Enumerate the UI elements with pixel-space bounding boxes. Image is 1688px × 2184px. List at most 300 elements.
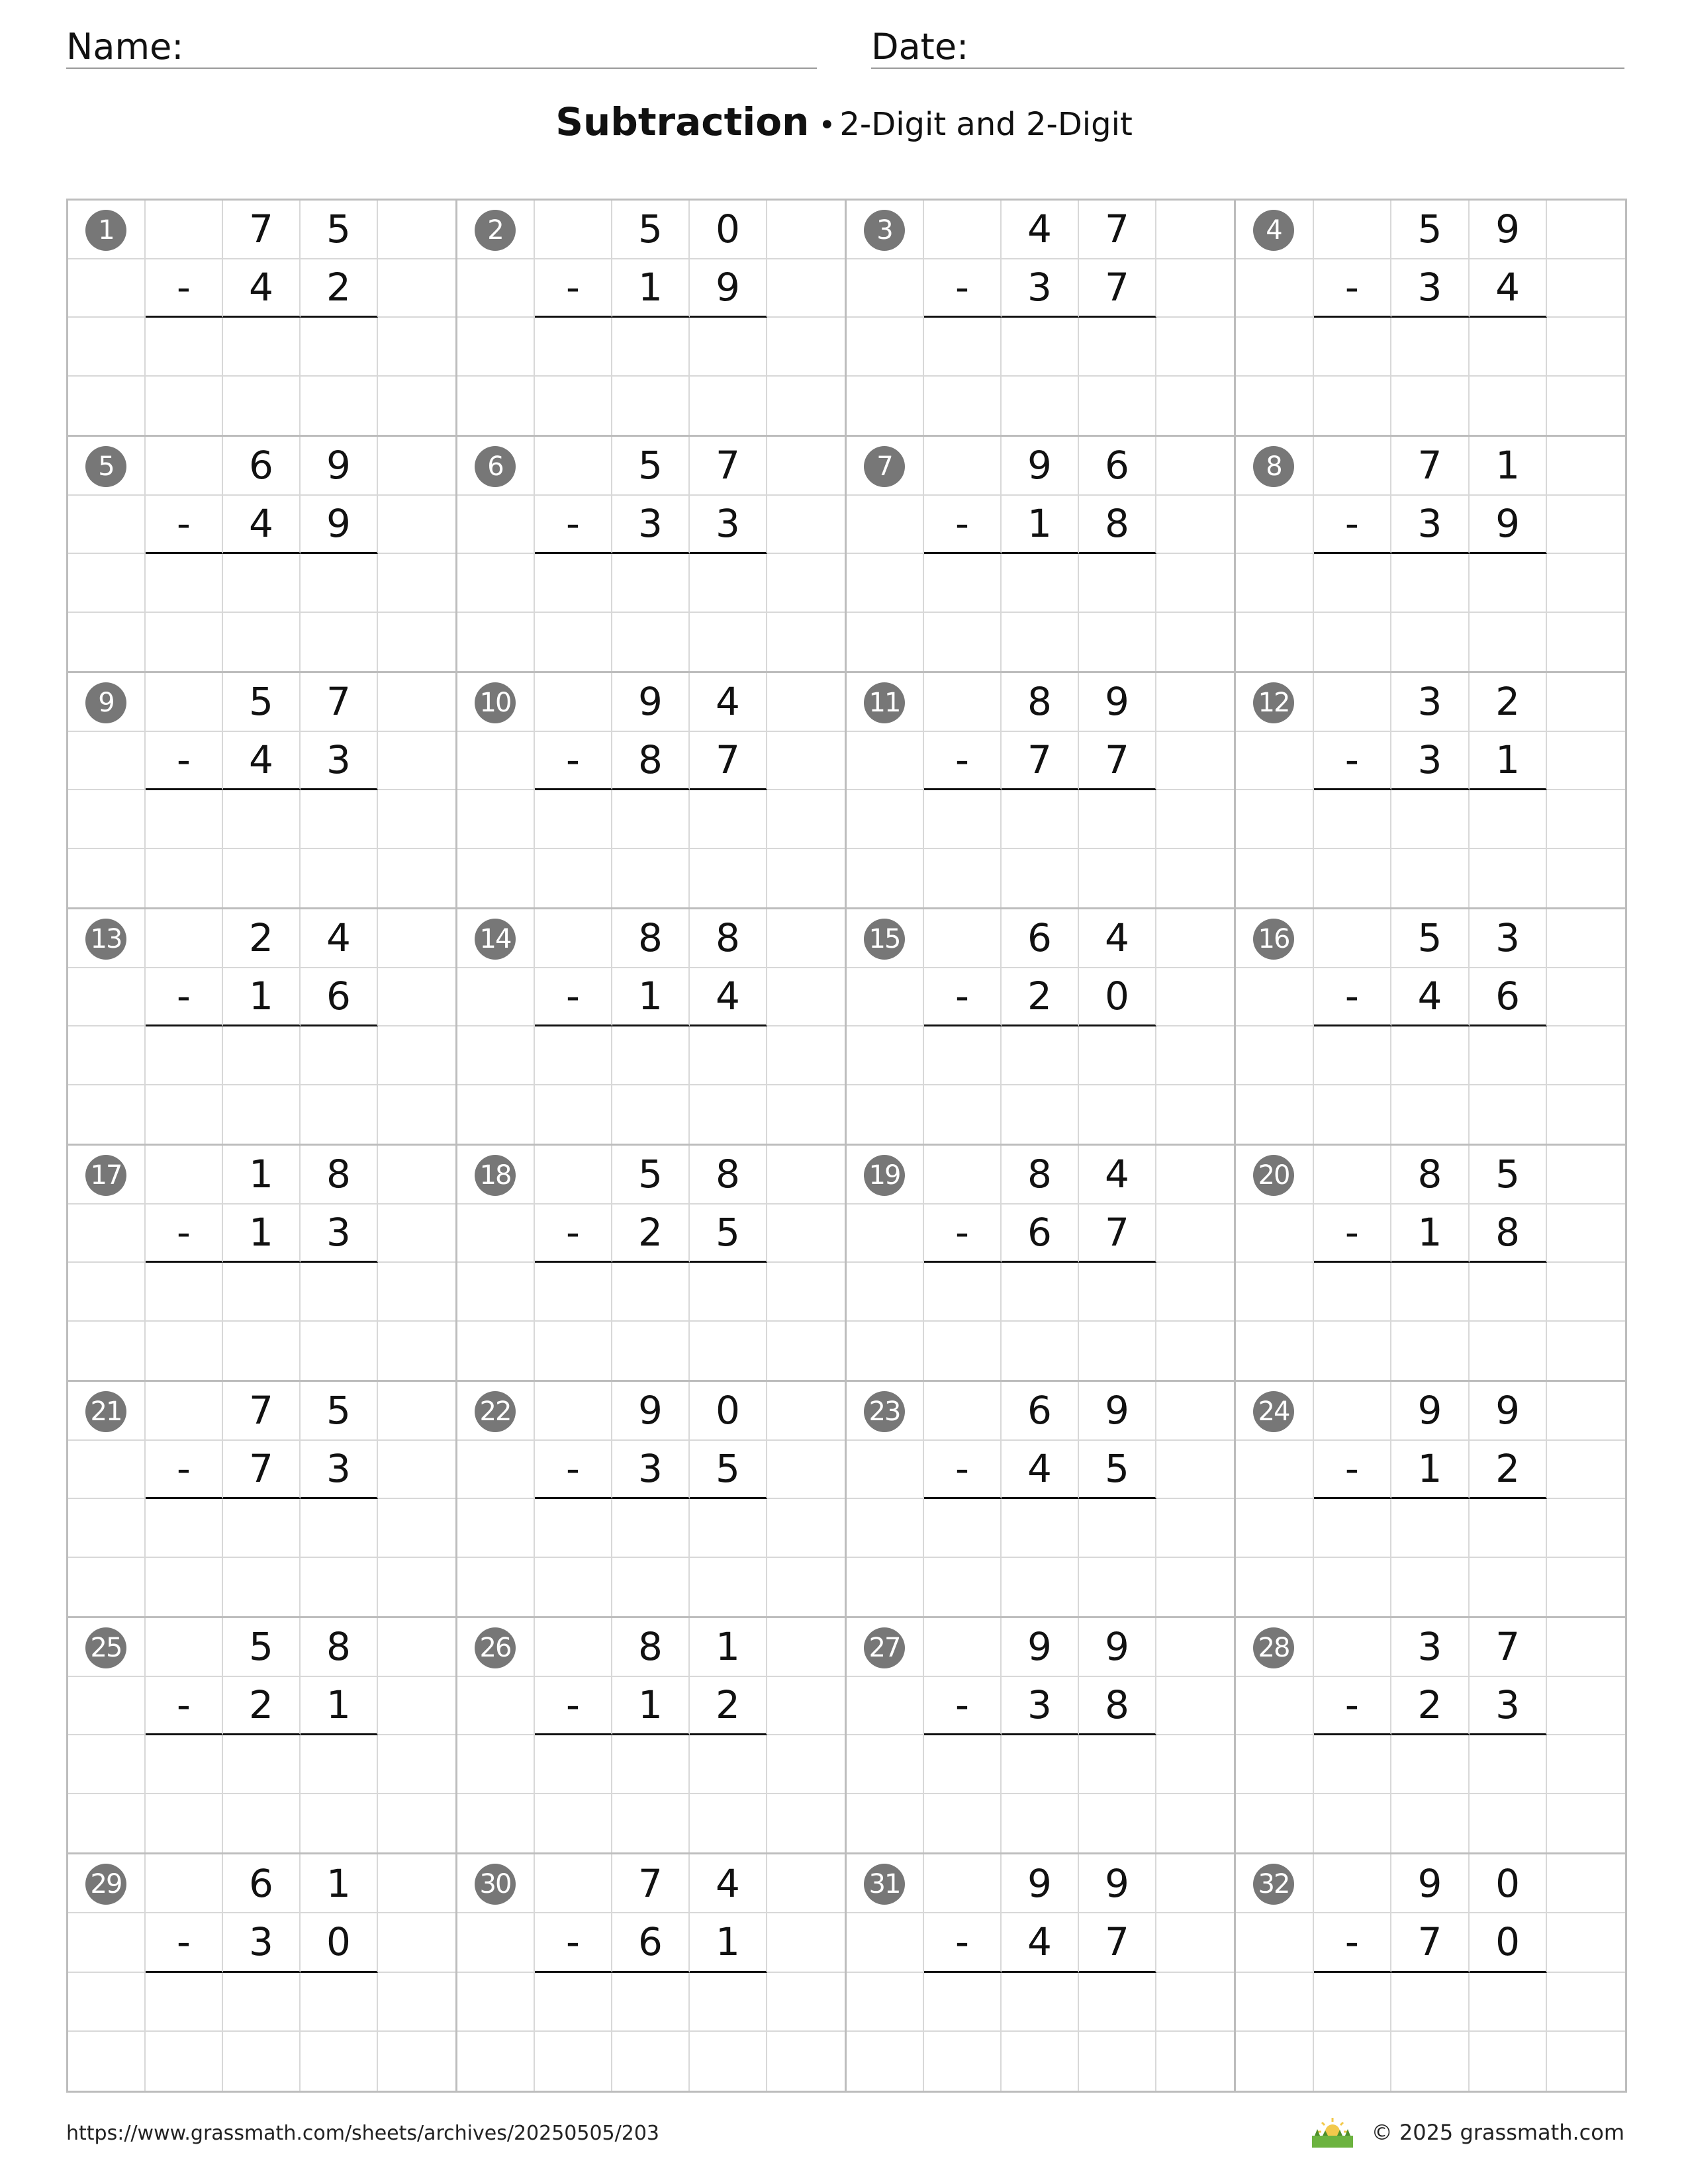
answer-cell[interactable] xyxy=(924,1026,1002,1085)
minuend-tens-digit-text: 9 xyxy=(638,679,663,725)
answer-cell[interactable] xyxy=(535,1499,612,1558)
answer-cell[interactable] xyxy=(1079,790,1156,849)
grid-cell xyxy=(1547,318,1625,377)
answer-cell[interactable] xyxy=(1391,1026,1470,1085)
answer-cell[interactable] xyxy=(1002,613,1079,672)
problem-7 xyxy=(847,437,1236,673)
grid-cell xyxy=(1236,554,1314,613)
minuend-tens-digit-text: 3 xyxy=(1417,679,1442,725)
answer-cell[interactable] xyxy=(535,318,612,377)
minus-operator xyxy=(1314,1677,1392,1736)
grid-cell xyxy=(1547,1854,1625,1913)
name-field[interactable] xyxy=(66,20,817,69)
problem-cells xyxy=(68,437,455,671)
answer-cell[interactable] xyxy=(223,318,301,377)
subtrahend-ones-digit xyxy=(690,1677,767,1736)
answer-cell[interactable] xyxy=(612,1558,690,1617)
answer-cell[interactable] xyxy=(1314,1499,1392,1558)
answer-cell[interactable] xyxy=(1391,1499,1470,1558)
minuend-tens-digit-text: 7 xyxy=(638,1860,663,1906)
answer-cell[interactable] xyxy=(924,849,1002,908)
answer-cell[interactable] xyxy=(301,1558,378,1617)
grid-cell xyxy=(847,377,924,435)
problem-30 xyxy=(457,1854,847,2091)
answer-cell[interactable] xyxy=(612,613,690,672)
problem-cells xyxy=(847,1618,1234,1852)
answer-cell[interactable] xyxy=(924,1085,1002,1144)
subtrahend-tens-digit-text: 3 xyxy=(638,501,663,547)
subtrahend-ones-digit-text: 5 xyxy=(716,1446,740,1492)
answer-cell[interactable] xyxy=(924,377,1002,435)
minus-operator xyxy=(924,1913,1002,1972)
minus-operator xyxy=(146,259,223,318)
minuend-ones-digit xyxy=(1470,201,1548,259)
grid-cell xyxy=(457,1913,535,1972)
grid-cell xyxy=(378,1205,455,1263)
grid-cell xyxy=(924,1146,1002,1205)
answer-cell[interactable] xyxy=(146,2032,223,2091)
grid-cell xyxy=(847,2032,924,2091)
answer-cell[interactable] xyxy=(924,318,1002,377)
answer-cell[interactable] xyxy=(1002,1973,1079,2032)
answer-cell[interactable] xyxy=(1314,2032,1392,2091)
answer-cell[interactable] xyxy=(1314,318,1392,377)
answer-cell[interactable] xyxy=(301,790,378,849)
answer-cell[interactable] xyxy=(223,1499,301,1558)
answer-cell[interactable] xyxy=(535,1973,612,2032)
answer-cell[interactable] xyxy=(924,1322,1002,1381)
answer-cell[interactable] xyxy=(1391,554,1470,613)
answer-cell[interactable] xyxy=(301,1263,378,1322)
answer-cell[interactable] xyxy=(301,849,378,908)
answer-cell[interactable] xyxy=(223,1263,301,1322)
answer-cell[interactable] xyxy=(1470,1263,1548,1322)
answer-cell[interactable] xyxy=(1002,2032,1079,2091)
grid-cell xyxy=(146,1618,223,1677)
grid-cell xyxy=(767,1618,845,1677)
problem-1 xyxy=(68,201,457,437)
answer-cell[interactable] xyxy=(1470,1085,1548,1144)
answer-cell[interactable] xyxy=(146,1735,223,1794)
answer-cell[interactable] xyxy=(1314,1794,1392,1853)
problem-cells xyxy=(68,201,455,435)
subtrahend-ones-digit-text: 9 xyxy=(1495,501,1521,547)
answer-cell[interactable] xyxy=(1002,318,1079,377)
answer-cell[interactable] xyxy=(301,554,378,613)
answer-cell[interactable] xyxy=(146,790,223,849)
answer-cell[interactable] xyxy=(223,849,301,908)
grid-cell xyxy=(457,790,535,849)
footer-url[interactable]: https://www.grassmath.com/sheets/archives/20250505/203 xyxy=(66,2122,660,2145)
grid-cell xyxy=(767,1441,845,1500)
answer-cell[interactable] xyxy=(924,1558,1002,1617)
minus-operator xyxy=(535,732,612,791)
answer-cell[interactable] xyxy=(535,1085,612,1144)
grid-cell xyxy=(767,909,845,968)
minus-operator-text: - xyxy=(566,974,580,1019)
answer-cell[interactable] xyxy=(535,1026,612,1085)
answer-cell[interactable] xyxy=(223,1558,301,1617)
answer-cell[interactable] xyxy=(1002,849,1079,908)
answer-cell[interactable] xyxy=(146,377,223,435)
subtrahend-ones-digit xyxy=(690,496,767,555)
answer-cell[interactable] xyxy=(1002,1499,1079,1558)
answer-cell[interactable] xyxy=(301,1322,378,1381)
answer-cell[interactable] xyxy=(1391,1263,1470,1322)
answer-cell[interactable] xyxy=(1314,790,1392,849)
answer-cell[interactable] xyxy=(612,1085,690,1144)
answer-cell[interactable] xyxy=(924,1499,1002,1558)
grid-cell xyxy=(1236,1558,1314,1617)
subtrahend-ones-digit-text: 3 xyxy=(326,1446,351,1492)
grid-cell xyxy=(68,1026,146,1085)
minuend-ones-digit-text: 4 xyxy=(326,915,351,961)
answer-cell[interactable] xyxy=(1079,1499,1156,1558)
minuend-ones-digit-text: 1 xyxy=(716,1624,740,1670)
answer-cell[interactable] xyxy=(223,790,301,849)
subtrahend-ones-digit xyxy=(301,496,378,555)
answer-cell[interactable] xyxy=(1314,1085,1392,1144)
answer-cell[interactable] xyxy=(1079,377,1156,435)
grid-cell xyxy=(378,2032,455,2091)
answer-cell[interactable] xyxy=(146,1499,223,1558)
answer-cell[interactable] xyxy=(223,613,301,672)
answer-cell[interactable] xyxy=(924,1263,1002,1322)
answer-cell[interactable] xyxy=(1314,849,1392,908)
answer-cell[interactable] xyxy=(223,1322,301,1381)
date-field[interactable] xyxy=(871,20,1624,69)
minus-operator xyxy=(924,968,1002,1027)
problem-number-badge: 10 xyxy=(475,682,516,723)
grid-cell xyxy=(767,732,845,791)
grid-cell xyxy=(1314,1618,1392,1677)
answer-cell[interactable] xyxy=(1314,1026,1392,1085)
answer-cell[interactable] xyxy=(1314,1735,1392,1794)
answer-cell[interactable] xyxy=(146,613,223,672)
subtrahend-tens-digit xyxy=(1391,1205,1470,1263)
answer-cell[interactable] xyxy=(535,1558,612,1617)
grid-cell xyxy=(378,377,455,435)
answer-cell[interactable] xyxy=(612,1263,690,1322)
answer-cell[interactable] xyxy=(535,1735,612,1794)
answer-cell[interactable] xyxy=(1391,1322,1470,1381)
problem-cells xyxy=(457,201,845,435)
problem-number-badge: 23 xyxy=(864,1391,905,1432)
answer-cell[interactable] xyxy=(1470,613,1548,672)
answer-cell[interactable] xyxy=(301,1085,378,1144)
answer-cell[interactable] xyxy=(690,1026,767,1085)
answer-cell[interactable] xyxy=(1002,1263,1079,1322)
grid-cell xyxy=(847,1441,924,1500)
answer-cell[interactable] xyxy=(1391,1558,1470,1617)
problem-cells xyxy=(1236,673,1625,907)
answer-cell[interactable] xyxy=(1314,1558,1392,1617)
grid-cell xyxy=(767,1913,845,1972)
subtrahend-tens-digit-text: 7 xyxy=(249,1446,273,1492)
answer-cell[interactable] xyxy=(612,2032,690,2091)
minuend-ones-digit-text: 8 xyxy=(326,1624,351,1670)
grid-cell xyxy=(68,790,146,849)
answer-cell[interactable] xyxy=(612,790,690,849)
answer-cell[interactable] xyxy=(1391,613,1470,672)
answer-cell[interactable] xyxy=(146,849,223,908)
grid-cell xyxy=(1236,1205,1314,1263)
answer-cell[interactable] xyxy=(1314,1263,1392,1322)
subtrahend-tens-digit xyxy=(223,496,301,555)
answer-cell[interactable] xyxy=(146,1085,223,1144)
answer-cell[interactable] xyxy=(1079,1794,1156,1853)
answer-cell[interactable] xyxy=(1079,1973,1156,2032)
minuend-tens-digit-text: 6 xyxy=(1027,1388,1052,1433)
answer-cell[interactable] xyxy=(1470,849,1548,908)
answer-cell[interactable] xyxy=(690,1322,767,1381)
answer-cell[interactable] xyxy=(1002,1558,1079,1617)
answer-cell[interactable] xyxy=(1391,1735,1470,1794)
answer-cell[interactable] xyxy=(690,318,767,377)
answer-cell[interactable] xyxy=(1079,849,1156,908)
answer-cell[interactable] xyxy=(612,1026,690,1085)
answer-cell[interactable] xyxy=(146,1794,223,1853)
minus-operator xyxy=(924,259,1002,318)
answer-cell[interactable] xyxy=(1470,1794,1548,1853)
answer-cell[interactable] xyxy=(223,2032,301,2091)
answer-cell[interactable] xyxy=(690,377,767,435)
subtrahend-ones-digit xyxy=(690,1205,767,1263)
subtrahend-ones-digit xyxy=(1079,968,1156,1027)
minus-operator-text: - xyxy=(955,974,969,1019)
answer-cell[interactable] xyxy=(535,1263,612,1322)
answer-cell[interactable] xyxy=(1391,790,1470,849)
answer-cell[interactable] xyxy=(690,1263,767,1322)
answer-cell[interactable] xyxy=(612,377,690,435)
minus-operator xyxy=(535,1205,612,1263)
answer-cell[interactable] xyxy=(690,790,767,849)
answer-cell[interactable] xyxy=(301,1026,378,1085)
grid-cell xyxy=(1156,1735,1234,1794)
answer-cell[interactable] xyxy=(1314,1973,1392,2032)
answer-cell[interactable] xyxy=(223,1794,301,1853)
answer-cell[interactable] xyxy=(535,1322,612,1381)
grid-cell xyxy=(535,909,612,968)
answer-cell[interactable] xyxy=(1470,318,1548,377)
grid-cell xyxy=(146,909,223,968)
answer-cell[interactable] xyxy=(690,1085,767,1144)
answer-cell[interactable] xyxy=(223,1973,301,2032)
answer-cell[interactable] xyxy=(535,2032,612,2091)
answer-cell[interactable] xyxy=(1079,1263,1156,1322)
answer-cell[interactable] xyxy=(1470,790,1548,849)
answer-cell[interactable] xyxy=(690,1558,767,1617)
subtrahend-tens-digit-text: 8 xyxy=(638,737,663,783)
answer-cell[interactable] xyxy=(1470,1499,1548,1558)
grid-cell xyxy=(378,732,455,791)
answer-cell[interactable] xyxy=(146,1558,223,1617)
answer-cell[interactable] xyxy=(612,318,690,377)
subtrahend-tens-digit xyxy=(1391,259,1470,318)
answer-cell[interactable] xyxy=(1470,1558,1548,1617)
answer-cell[interactable] xyxy=(1391,318,1470,377)
answer-cell[interactable] xyxy=(535,1794,612,1853)
answer-cell[interactable] xyxy=(535,790,612,849)
minuend-ones-digit-text: 4 xyxy=(716,679,740,725)
grid-cell xyxy=(1547,673,1625,732)
grid-cell xyxy=(457,732,535,791)
grid-cell xyxy=(924,201,1002,259)
answer-cell[interactable] xyxy=(924,1973,1002,2032)
answer-cell[interactable] xyxy=(1079,1558,1156,1617)
grid-cell xyxy=(1156,437,1234,496)
answer-cell[interactable] xyxy=(1002,377,1079,435)
answer-cell[interactable] xyxy=(612,1499,690,1558)
answer-cell[interactable] xyxy=(1002,1026,1079,1085)
answer-cell[interactable] xyxy=(1314,377,1392,435)
grid-cell xyxy=(1547,1085,1625,1144)
answer-cell[interactable] xyxy=(690,849,767,908)
minus-operator xyxy=(146,496,223,555)
answer-cell[interactable] xyxy=(223,1085,301,1144)
answer-cell[interactable] xyxy=(924,613,1002,672)
answer-cell[interactable] xyxy=(301,613,378,672)
answer-cell[interactable] xyxy=(1391,1085,1470,1144)
answer-cell[interactable] xyxy=(1470,377,1548,435)
answer-cell[interactable] xyxy=(535,554,612,613)
answer-cell[interactable] xyxy=(690,2032,767,2091)
answer-cell[interactable] xyxy=(1079,1735,1156,1794)
answer-cell[interactable] xyxy=(146,554,223,613)
answer-cell[interactable] xyxy=(1002,554,1079,613)
answer-cell[interactable] xyxy=(690,554,767,613)
grid-cell xyxy=(847,1558,924,1617)
grid-cell xyxy=(767,259,845,318)
answer-cell[interactable] xyxy=(612,1794,690,1853)
answer-cell[interactable] xyxy=(1002,1322,1079,1381)
grid-cell xyxy=(1156,673,1234,732)
answer-cell[interactable] xyxy=(1079,1085,1156,1144)
grid-cell xyxy=(767,673,845,732)
answer-cell[interactable] xyxy=(690,1499,767,1558)
answer-cell[interactable] xyxy=(223,1026,301,1085)
answer-cell[interactable] xyxy=(301,377,378,435)
grid-cell xyxy=(767,790,845,849)
answer-cell[interactable] xyxy=(1314,613,1392,672)
answer-cell[interactable] xyxy=(301,1735,378,1794)
minus-operator xyxy=(1314,1205,1392,1263)
answer-cell[interactable] xyxy=(1470,554,1548,613)
answer-cell[interactable] xyxy=(1079,1026,1156,1085)
answer-cell[interactable] xyxy=(924,1735,1002,1794)
answer-cell[interactable] xyxy=(146,1322,223,1381)
answer-cell[interactable] xyxy=(924,2032,1002,2091)
answer-cell[interactable] xyxy=(535,849,612,908)
problem-6 xyxy=(457,437,847,673)
answer-cell[interactable] xyxy=(1002,1085,1079,1144)
subtrahend-ones-digit-text: 9 xyxy=(716,265,740,310)
subtrahend-ones-digit-text: 9 xyxy=(326,501,351,547)
answer-cell[interactable] xyxy=(1470,1735,1548,1794)
answer-cell[interactable] xyxy=(1314,554,1392,613)
answer-cell[interactable] xyxy=(1079,318,1156,377)
answer-cell[interactable] xyxy=(924,1794,1002,1853)
answer-cell[interactable] xyxy=(612,1735,690,1794)
answer-cell[interactable] xyxy=(146,1026,223,1085)
minuend-tens-digit-text: 6 xyxy=(249,1860,273,1906)
answer-cell[interactable] xyxy=(1002,790,1079,849)
subtrahend-ones-digit-text: 2 xyxy=(1495,1446,1521,1492)
answer-cell[interactable] xyxy=(924,554,1002,613)
answer-cell[interactable] xyxy=(690,1794,767,1853)
grid-cell xyxy=(535,437,612,496)
minus-operator-text: - xyxy=(566,265,580,310)
grid-cell xyxy=(1156,554,1234,613)
answer-cell[interactable] xyxy=(535,377,612,435)
problem-number-badge: 29 xyxy=(85,1864,126,1905)
answer-cell[interactable] xyxy=(301,1499,378,1558)
answer-cell[interactable] xyxy=(301,2032,378,2091)
answer-cell[interactable] xyxy=(146,318,223,377)
answer-cell[interactable] xyxy=(1470,2032,1548,2091)
subtrahend-tens-digit xyxy=(612,1205,690,1263)
answer-cell[interactable] xyxy=(1314,1322,1392,1381)
minuend-ones-digit xyxy=(690,1146,767,1205)
subtrahend-ones-digit xyxy=(1079,1913,1156,1972)
minuend-ones-digit xyxy=(1079,909,1156,968)
answer-cell[interactable] xyxy=(612,1322,690,1381)
grid-cell xyxy=(68,2032,146,2091)
minuend-tens-digit xyxy=(223,201,301,259)
answer-cell[interactable] xyxy=(301,1973,378,2032)
subtrahend-ones-digit-text: 1 xyxy=(326,1682,351,1728)
minus-operator xyxy=(924,732,1002,791)
problem-number-badge: 26 xyxy=(475,1627,516,1668)
answer-cell[interactable] xyxy=(223,1735,301,1794)
grid-cell xyxy=(767,613,845,672)
answer-cell[interactable] xyxy=(146,1973,223,2032)
answer-cell[interactable] xyxy=(1470,1322,1548,1381)
answer-cell[interactable] xyxy=(301,318,378,377)
answer-cell[interactable] xyxy=(690,613,767,672)
answer-cell[interactable] xyxy=(924,790,1002,849)
subtrahend-tens-digit-text: 6 xyxy=(638,1919,663,1965)
answer-cell[interactable] xyxy=(1470,1026,1548,1085)
answer-cell[interactable] xyxy=(535,613,612,672)
grid-cell xyxy=(847,1973,924,2032)
answer-cell[interactable] xyxy=(223,554,301,613)
answer-cell[interactable] xyxy=(1391,377,1470,435)
answer-cell[interactable] xyxy=(1002,1794,1079,1853)
answer-cell[interactable] xyxy=(1391,2032,1470,2091)
answer-cell[interactable] xyxy=(690,1735,767,1794)
answer-cell[interactable] xyxy=(1079,1322,1156,1381)
grid-cell xyxy=(1156,1146,1234,1205)
answer-cell[interactable] xyxy=(1391,1973,1470,2032)
answer-cell[interactable] xyxy=(1079,554,1156,613)
answer-cell[interactable] xyxy=(1079,613,1156,672)
answer-cell[interactable] xyxy=(612,1973,690,2032)
answer-cell[interactable] xyxy=(1079,2032,1156,2091)
problem-cells xyxy=(847,1854,1234,2091)
subtrahend-tens-digit-text: 4 xyxy=(1027,1919,1052,1965)
answer-cell[interactable] xyxy=(1391,849,1470,908)
answer-cell[interactable] xyxy=(223,377,301,435)
answer-cell[interactable] xyxy=(1002,1735,1079,1794)
answer-cell[interactable] xyxy=(612,849,690,908)
answer-cell[interactable] xyxy=(690,1973,767,2032)
answer-cell[interactable] xyxy=(146,1263,223,1322)
answer-cell[interactable] xyxy=(1470,1973,1548,2032)
answer-cell[interactable] xyxy=(301,1794,378,1853)
answer-cell[interactable] xyxy=(1391,1794,1470,1853)
answer-cell[interactable] xyxy=(612,554,690,613)
